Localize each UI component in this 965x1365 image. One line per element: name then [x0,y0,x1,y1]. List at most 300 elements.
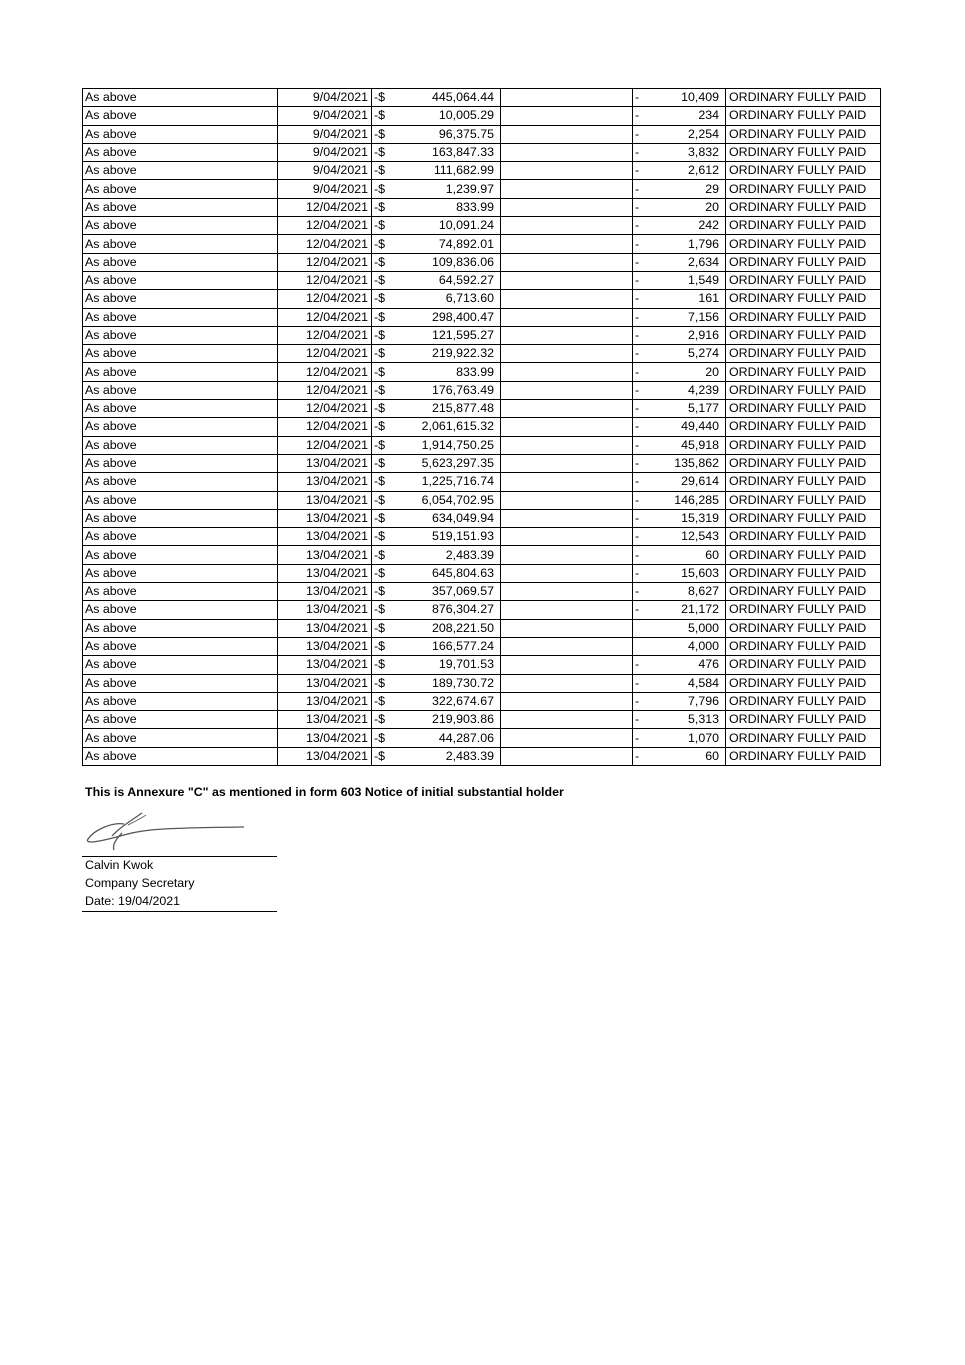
security-class-cell: ORDINARY FULLY PAID [726,326,881,344]
security-class-cell: ORDINARY FULLY PAID [726,509,881,527]
blank-cell [501,89,633,107]
security-class-cell: ORDINARY FULLY PAID [726,125,881,143]
table-row [83,345,881,363]
security-class-cell: ORDINARY FULLY PAID [726,473,881,491]
table-row [83,528,881,546]
quantity-sign-cell [633,619,642,637]
holder-cell: As above [83,253,278,271]
quantity-cell: 7,156 [641,308,726,326]
holder-cell: As above [83,381,278,399]
table-row [83,546,881,564]
date-cell: 13/04/2021 [278,601,372,619]
consideration-sign-cell: -$ [372,436,389,454]
quantity-sign-cell: - [633,125,642,143]
holder-cell: As above [83,729,278,747]
holder-cell: As above [83,692,278,710]
table-row [83,143,881,161]
holder-cell: As above [83,345,278,363]
holder-cell: As above [83,619,278,637]
consideration-cell: 19,701.53 [388,656,501,674]
consideration-cell: 6,054,702.95 [388,491,501,509]
quantity-cell: 29,614 [641,473,726,491]
consideration-cell: 1,239.97 [388,180,501,198]
quantity-cell: 5,177 [641,400,726,418]
blank-cell [501,564,633,582]
consideration-cell: 64,592.27 [388,271,501,289]
blank-cell [501,454,633,472]
date-cell: 12/04/2021 [278,235,372,253]
security-class-cell: ORDINARY FULLY PAID [726,583,881,601]
consideration-sign-cell: -$ [372,107,389,125]
table-row [83,711,881,729]
blank-cell [501,619,633,637]
blank-cell [501,107,633,125]
quantity-sign-cell: - [633,656,642,674]
holder-cell: As above [83,217,278,235]
security-class-cell: ORDINARY FULLY PAID [726,308,881,326]
consideration-sign-cell: -$ [372,583,389,601]
table-row [83,601,881,619]
consideration-sign-cell: -$ [372,381,389,399]
blank-cell [501,400,633,418]
security-class-cell: ORDINARY FULLY PAID [726,528,881,546]
quantity-cell: 29 [641,180,726,198]
blank-cell [501,583,633,601]
quantity-sign-cell: - [633,509,642,527]
quantity-cell: 161 [641,290,726,308]
holder-cell: As above [83,235,278,253]
consideration-cell: 876,304.27 [388,601,501,619]
consideration-sign-cell: -$ [372,601,389,619]
quantity-sign-cell: - [633,601,642,619]
security-class-cell: ORDINARY FULLY PAID [726,162,881,180]
table-row [83,692,881,710]
blank-cell [501,253,633,271]
quantity-cell: 2,612 [641,162,726,180]
consideration-cell: 208,221.50 [388,619,501,637]
security-class-cell: ORDINARY FULLY PAID [726,747,881,765]
table-row [83,235,881,253]
table-row [83,107,881,125]
quantity-sign-cell [633,637,642,655]
quantity-cell: 20 [641,363,726,381]
quantity-sign-cell: - [633,235,642,253]
security-class-cell: ORDINARY FULLY PAID [726,290,881,308]
security-class-cell: ORDINARY FULLY PAID [726,400,881,418]
blank-cell [501,290,633,308]
consideration-sign-cell: -$ [372,217,389,235]
quantity-sign-cell: - [633,583,642,601]
blank-cell [501,143,633,161]
consideration-cell: 2,483.39 [388,747,501,765]
quantity-sign-cell: - [633,271,642,289]
blank-cell [501,308,633,326]
security-class-cell: ORDINARY FULLY PAID [726,436,881,454]
quantity-sign-cell: - [633,363,642,381]
security-class-cell: ORDINARY FULLY PAID [726,271,881,289]
consideration-sign-cell: -$ [372,619,389,637]
date-cell: 12/04/2021 [278,308,372,326]
consideration-cell: 1,914,750.25 [388,436,501,454]
quantity-cell: 135,862 [641,454,726,472]
security-class-cell: ORDINARY FULLY PAID [726,180,881,198]
quantity-sign-cell: - [633,674,642,692]
date-underline [82,911,277,912]
date-cell: 9/04/2021 [278,125,372,143]
blank-cell [501,601,633,619]
consideration-sign-cell: -$ [372,674,389,692]
table-row [83,674,881,692]
date-cell: 12/04/2021 [278,381,372,399]
quantity-cell: 4,239 [641,381,726,399]
holder-cell: As above [83,637,278,655]
consideration-sign-cell: -$ [372,271,389,289]
quantity-cell: 15,319 [641,509,726,527]
annexure-note: This is Annexure "C" as mentioned in form 603 Notice of initial substantial holder [85,785,564,799]
consideration-cell: 96,375.75 [388,125,501,143]
consideration-sign-cell: -$ [372,162,389,180]
table-row [83,400,881,418]
holder-cell: As above [83,363,278,381]
security-class-cell: ORDINARY FULLY PAID [726,564,881,582]
date-cell: 9/04/2021 [278,143,372,161]
consideration-sign-cell: -$ [372,253,389,271]
quantity-sign-cell: - [633,89,642,107]
table-row [83,454,881,472]
table-row [83,125,881,143]
blank-cell [501,491,633,509]
date-cell: 12/04/2021 [278,253,372,271]
consideration-cell: 109,836.06 [388,253,501,271]
consideration-sign-cell: -$ [372,637,389,655]
quantity-sign-cell: - [633,729,642,747]
holder-cell: As above [83,89,278,107]
consideration-sign-cell: -$ [372,491,389,509]
date-cell: 12/04/2021 [278,290,372,308]
security-class-cell: ORDINARY FULLY PAID [726,454,881,472]
date-cell: 13/04/2021 [278,692,372,710]
consideration-sign-cell: -$ [372,363,389,381]
table-row [83,436,881,454]
quantity-cell: 4,000 [641,637,726,655]
security-class-cell: ORDINARY FULLY PAID [726,345,881,363]
table-row [83,308,881,326]
consideration-sign-cell: -$ [372,546,389,564]
consideration-cell: 833.99 [388,363,501,381]
security-class-cell: ORDINARY FULLY PAID [726,143,881,161]
quantity-sign-cell: - [633,290,642,308]
table-row [83,217,881,235]
holder-cell: As above [83,601,278,619]
table-row [83,637,881,655]
security-class-cell: ORDINARY FULLY PAID [726,546,881,564]
quantity-cell: 2,254 [641,125,726,143]
date-cell: 13/04/2021 [278,528,372,546]
quantity-cell: 12,543 [641,528,726,546]
date-cell: 12/04/2021 [278,198,372,216]
date-cell: 12/04/2021 [278,418,372,436]
consideration-sign-cell: -$ [372,143,389,161]
blank-cell [501,418,633,436]
consideration-cell: 645,804.63 [388,564,501,582]
table-row [83,253,881,271]
consideration-sign-cell: -$ [372,180,389,198]
table-row [83,491,881,509]
quantity-sign-cell: - [633,198,642,216]
date-cell: 12/04/2021 [278,400,372,418]
blank-cell [501,162,633,180]
date-cell: 13/04/2021 [278,747,372,765]
consideration-sign-cell: -$ [372,564,389,582]
holder-cell: As above [83,509,278,527]
consideration-cell: 10,091.24 [388,217,501,235]
signature-image [84,806,254,854]
consideration-cell: 166,577.24 [388,637,501,655]
table-row [83,180,881,198]
quantity-cell: 20 [641,198,726,216]
holder-cell: As above [83,546,278,564]
security-class-cell: ORDINARY FULLY PAID [726,381,881,399]
holder-cell: As above [83,747,278,765]
table-row [83,564,881,582]
consideration-sign-cell: -$ [372,418,389,436]
consideration-sign-cell: -$ [372,454,389,472]
quantity-sign-cell: - [633,180,642,198]
quantity-cell: 10,409 [641,89,726,107]
consideration-sign-cell: -$ [372,326,389,344]
blank-cell [501,473,633,491]
consideration-cell: 357,069.57 [388,583,501,601]
consideration-cell: 219,903.86 [388,711,501,729]
quantity-sign-cell: - [633,162,642,180]
holder-cell: As above [83,454,278,472]
quantity-cell: 4,584 [641,674,726,692]
consideration-cell: 189,730.72 [388,674,501,692]
signature-line [82,856,277,857]
holder-cell: As above [83,162,278,180]
date-cell: 13/04/2021 [278,491,372,509]
consideration-sign-cell: -$ [372,528,389,546]
consideration-sign-cell: -$ [372,747,389,765]
date-cell: 12/04/2021 [278,217,372,235]
consideration-sign-cell: -$ [372,125,389,143]
quantity-sign-cell: - [633,546,642,564]
table-row [83,89,881,107]
holder-cell: As above [83,290,278,308]
quantity-sign-cell: - [633,400,642,418]
quantity-sign-cell: - [633,253,642,271]
quantity-sign-cell: - [633,418,642,436]
quantity-sign-cell: - [633,692,642,710]
signature-date: Date: 19/04/2021 [85,894,181,908]
table-row [83,473,881,491]
consideration-sign-cell: -$ [372,198,389,216]
quantity-sign-cell: - [633,107,642,125]
date-cell: 13/04/2021 [278,674,372,692]
blank-cell [501,271,633,289]
security-class-cell: ORDINARY FULLY PAID [726,491,881,509]
blank-cell [501,637,633,655]
blank-cell [501,528,633,546]
holder-cell: As above [83,400,278,418]
date-cell: 13/04/2021 [278,546,372,564]
consideration-sign-cell: -$ [372,400,389,418]
holder-cell: As above [83,308,278,326]
security-class-cell: ORDINARY FULLY PAID [726,674,881,692]
security-class-cell: ORDINARY FULLY PAID [726,656,881,674]
quantity-cell: 234 [641,107,726,125]
quantity-cell: 3,832 [641,143,726,161]
consideration-sign-cell: -$ [372,290,389,308]
signatory-name: Calvin Kwok [85,858,154,872]
blank-cell [501,509,633,527]
consideration-cell: 6,713.60 [388,290,501,308]
quantity-cell: 1,549 [641,271,726,289]
transactions-table-body [83,89,881,766]
holder-cell: As above [83,473,278,491]
blank-cell [501,711,633,729]
table-row [83,271,881,289]
blank-cell [501,656,633,674]
consideration-cell: 10,005.29 [388,107,501,125]
security-class-cell: ORDINARY FULLY PAID [726,692,881,710]
quantity-sign-cell: - [633,326,642,344]
quantity-cell: 49,440 [641,418,726,436]
holder-cell: As above [83,564,278,582]
date-cell: 13/04/2021 [278,656,372,674]
date-cell: 9/04/2021 [278,180,372,198]
security-class-cell: ORDINARY FULLY PAID [726,107,881,125]
holder-cell: As above [83,180,278,198]
table-row [83,509,881,527]
date-cell: 13/04/2021 [278,454,372,472]
date-cell: 12/04/2021 [278,271,372,289]
blank-cell [501,198,633,216]
consideration-cell: 163,847.33 [388,143,501,161]
blank-cell [501,326,633,344]
table-row [83,363,881,381]
consideration-cell: 176,763.49 [388,381,501,399]
table-row [83,326,881,344]
holder-cell: As above [83,326,278,344]
security-class-cell: ORDINARY FULLY PAID [726,253,881,271]
security-class-cell: ORDINARY FULLY PAID [726,198,881,216]
security-class-cell: ORDINARY FULLY PAID [726,637,881,655]
consideration-cell: 121,595.27 [388,326,501,344]
table-row [83,198,881,216]
blank-cell [501,692,633,710]
consideration-cell: 519,151.93 [388,528,501,546]
table-row [83,162,881,180]
consideration-sign-cell: -$ [372,656,389,674]
security-class-cell: ORDINARY FULLY PAID [726,89,881,107]
quantity-cell: 5,000 [641,619,726,637]
consideration-cell: 111,682.99 [388,162,501,180]
holder-cell: As above [83,711,278,729]
holder-cell: As above [83,143,278,161]
quantity-cell: 8,627 [641,583,726,601]
consideration-cell: 634,049.94 [388,509,501,527]
date-cell: 9/04/2021 [278,107,372,125]
date-cell: 12/04/2021 [278,436,372,454]
holder-cell: As above [83,107,278,125]
blank-cell [501,180,633,198]
consideration-cell: 44,287.06 [388,729,501,747]
blank-cell [501,363,633,381]
transactions-table [82,88,881,766]
quantity-sign-cell: - [633,491,642,509]
security-class-cell: ORDINARY FULLY PAID [726,217,881,235]
consideration-sign-cell: -$ [372,308,389,326]
date-cell: 13/04/2021 [278,564,372,582]
quantity-cell: 2,634 [641,253,726,271]
date-cell: 13/04/2021 [278,473,372,491]
security-class-cell: ORDINARY FULLY PAID [726,601,881,619]
blank-cell [501,546,633,564]
consideration-sign-cell: -$ [372,473,389,491]
quantity-sign-cell: - [633,454,642,472]
quantity-cell: 60 [641,546,726,564]
holder-cell: As above [83,656,278,674]
quantity-sign-cell: - [633,711,642,729]
consideration-cell: 1,225,716.74 [388,473,501,491]
quantity-cell: 2,916 [641,326,726,344]
quantity-cell: 45,918 [641,436,726,454]
quantity-cell: 146,285 [641,491,726,509]
security-class-cell: ORDINARY FULLY PAID [726,619,881,637]
blank-cell [501,381,633,399]
consideration-cell: 445,064.44 [388,89,501,107]
table-row [83,381,881,399]
quantity-cell: 1,796 [641,235,726,253]
blank-cell [501,125,633,143]
consideration-sign-cell: -$ [372,509,389,527]
quantity-sign-cell: - [633,345,642,363]
table-row [83,418,881,436]
consideration-cell: 322,674.67 [388,692,501,710]
security-class-cell: ORDINARY FULLY PAID [726,418,881,436]
quantity-sign-cell: - [633,381,642,399]
holder-cell: As above [83,271,278,289]
consideration-cell: 5,623,297.35 [388,454,501,472]
table-row [83,656,881,674]
consideration-cell: 215,877.48 [388,400,501,418]
quantity-sign-cell: - [633,143,642,161]
consideration-sign-cell: -$ [372,729,389,747]
quantity-sign-cell: - [633,747,642,765]
security-class-cell: ORDINARY FULLY PAID [726,363,881,381]
quantity-cell: 21,172 [641,601,726,619]
consideration-cell: 833.99 [388,198,501,216]
consideration-cell: 2,483.39 [388,546,501,564]
date-cell: 13/04/2021 [278,711,372,729]
date-cell: 9/04/2021 [278,162,372,180]
quantity-cell: 1,070 [641,729,726,747]
quantity-sign-cell: - [633,473,642,491]
blank-cell [501,436,633,454]
blank-cell [501,345,633,363]
blank-cell [501,217,633,235]
blank-cell [501,747,633,765]
table-row [83,619,881,637]
consideration-sign-cell: -$ [372,711,389,729]
quantity-cell: 5,274 [641,345,726,363]
holder-cell: As above [83,674,278,692]
consideration-sign-cell: -$ [372,89,389,107]
quantity-sign-cell: - [633,308,642,326]
date-cell: 12/04/2021 [278,326,372,344]
consideration-cell: 219,922.32 [388,345,501,363]
